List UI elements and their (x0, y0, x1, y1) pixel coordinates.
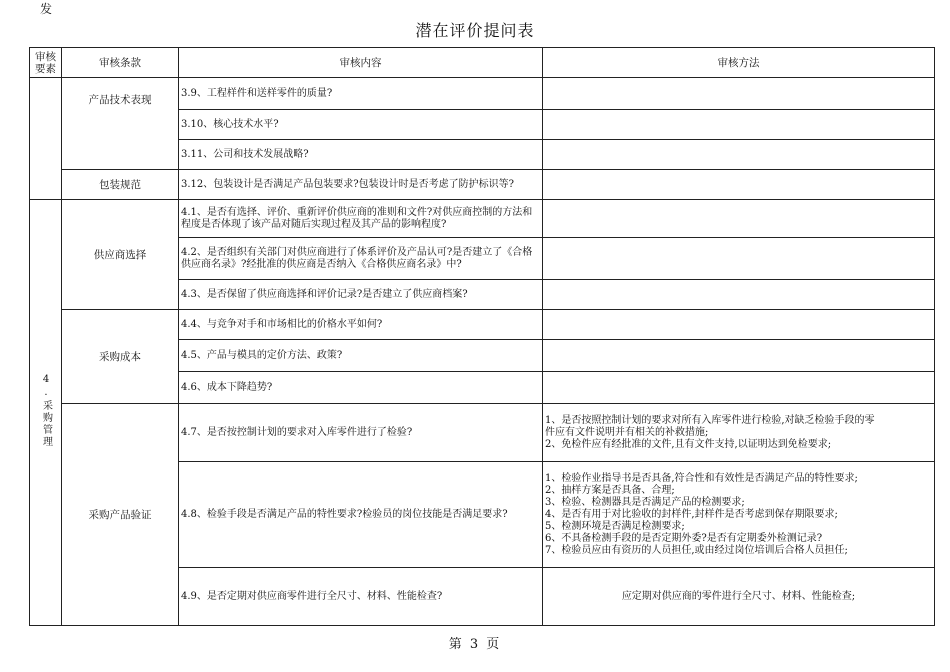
clause-supplier-select: 供应商选择 (62, 200, 179, 310)
method-line: 件应有文件说明并有相关的补救措施; (545, 426, 709, 438)
content-4-5: 4.5、产品与模具的定价方法、政策? (179, 340, 543, 372)
method-4-3 (543, 280, 935, 310)
method-line: 4、是否有用于对比验收的封样件,封样件是否考虑到保存期限要求; (545, 508, 838, 520)
table-row (30, 404, 935, 462)
method-3-9 (543, 78, 935, 110)
clause-purchase-cost: 采购成本 (62, 310, 179, 404)
content-4-2: 4.2、是否组织有关部门对供应商进行了体系评价及产品认可?是否建立了《合格供应商名录》?经批准的供应商是否纳入《合格供应商名录》中? (179, 238, 543, 280)
method-line: 6、不具备检测手段的是否定期外委?是否有定期委外检测记录? (545, 532, 823, 544)
method-4-2 (543, 238, 935, 280)
header-method: 审核方法 (543, 48, 935, 78)
table-row (30, 200, 935, 238)
method-line: 2、抽样方案是否具备、合理; (545, 484, 675, 496)
clause-packaging: 包装规范 (62, 170, 179, 200)
method-4-7 (543, 404, 935, 462)
method-3-11 (543, 140, 935, 170)
table-row (30, 310, 935, 340)
element-cell-empty (30, 78, 62, 200)
content-4-9: 4.9、是否定期对供应商零件进行全尺寸、材料、性能检查? (179, 568, 543, 626)
method-3-12 (543, 170, 935, 200)
method-4-6 (543, 372, 935, 404)
content-4-1: 4.1、是否有选择、评价、重新评价供应商的准则和文件?对供应商控制的方法和程度是否体现了该产品对随后实现过程及其产品的影响程度? (179, 200, 543, 238)
method-3-10 (543, 110, 935, 140)
header-clause: 审核条款 (62, 48, 179, 78)
content-4-8: 4.8、检验手段是否满足产品的特性要求?检验员的岗位技能是否满足要求? (179, 462, 543, 568)
method-4-1 (543, 200, 935, 238)
content-4-6: 4.6、成本下降趋势? (179, 372, 543, 404)
method-4-5 (543, 340, 935, 372)
table-row (30, 78, 935, 110)
page-number: 第 3 页 (448, 637, 502, 652)
content-4-4: 4.4、与竞争对手和市场相比的价格水平如何? (179, 310, 543, 340)
table-row (30, 170, 935, 200)
method-line: 7、检验员应由有资历的人员担任,或由经过岗位培训后合格人员担任; (545, 544, 848, 556)
method-4-4 (543, 310, 935, 340)
audit-table (29, 47, 935, 626)
page-title: 潜在评价提问表 (415, 21, 535, 40)
corner-text: 发 (40, 2, 53, 16)
section-4-text: 4.采购管理 (40, 373, 52, 448)
clause-purchase-verify: 采购产品验证 (62, 404, 179, 626)
content-3-9: 3.9、工程样件和送样零件的质量? (179, 78, 543, 110)
content-3-11: 3.11、公司和技术发展战略? (179, 140, 543, 170)
header-element: 审核要素 (30, 48, 62, 78)
content-4-3: 4.3、是否保留了供应商选择和评价记录?是否建立了供应商档案? (179, 280, 543, 310)
method-line: 2、免检件应有经批准的文件,且有文件支持,以证明达到免检要求; (545, 438, 832, 450)
method-line: 1、是否按照控制计划的要求对所有入库零件进行检验,对缺乏检验手段的零 (545, 414, 875, 426)
content-3-10: 3.10、核心技术水平? (179, 110, 543, 140)
content-3-12: 3.12、包装设计是否满足产品包装要求?包装设计时是否考虑了防护标识等? (179, 170, 543, 200)
content-4-7: 4.7、是否按控制计划的要求对入库零件进行了检验? (179, 404, 543, 462)
section-4-label (30, 200, 62, 626)
clause-product-tech: 产品技术表现 (62, 78, 179, 170)
method-4-9: 应定期对供应商的零件进行全尺寸、材料、性能检查; (543, 568, 935, 626)
header-content: 审核内容 (179, 48, 543, 78)
method-line: 5、检测环境是否满足检测要求; (545, 520, 685, 532)
method-4-8 (543, 462, 935, 568)
header-row (30, 48, 935, 78)
method-line: 1、检验作业指导书是否具备,符合性和有效性是否满足产品的特性要求; (545, 472, 858, 484)
method-line: 3、检验、检测器具是否满足产品的检测要求; (545, 496, 745, 508)
